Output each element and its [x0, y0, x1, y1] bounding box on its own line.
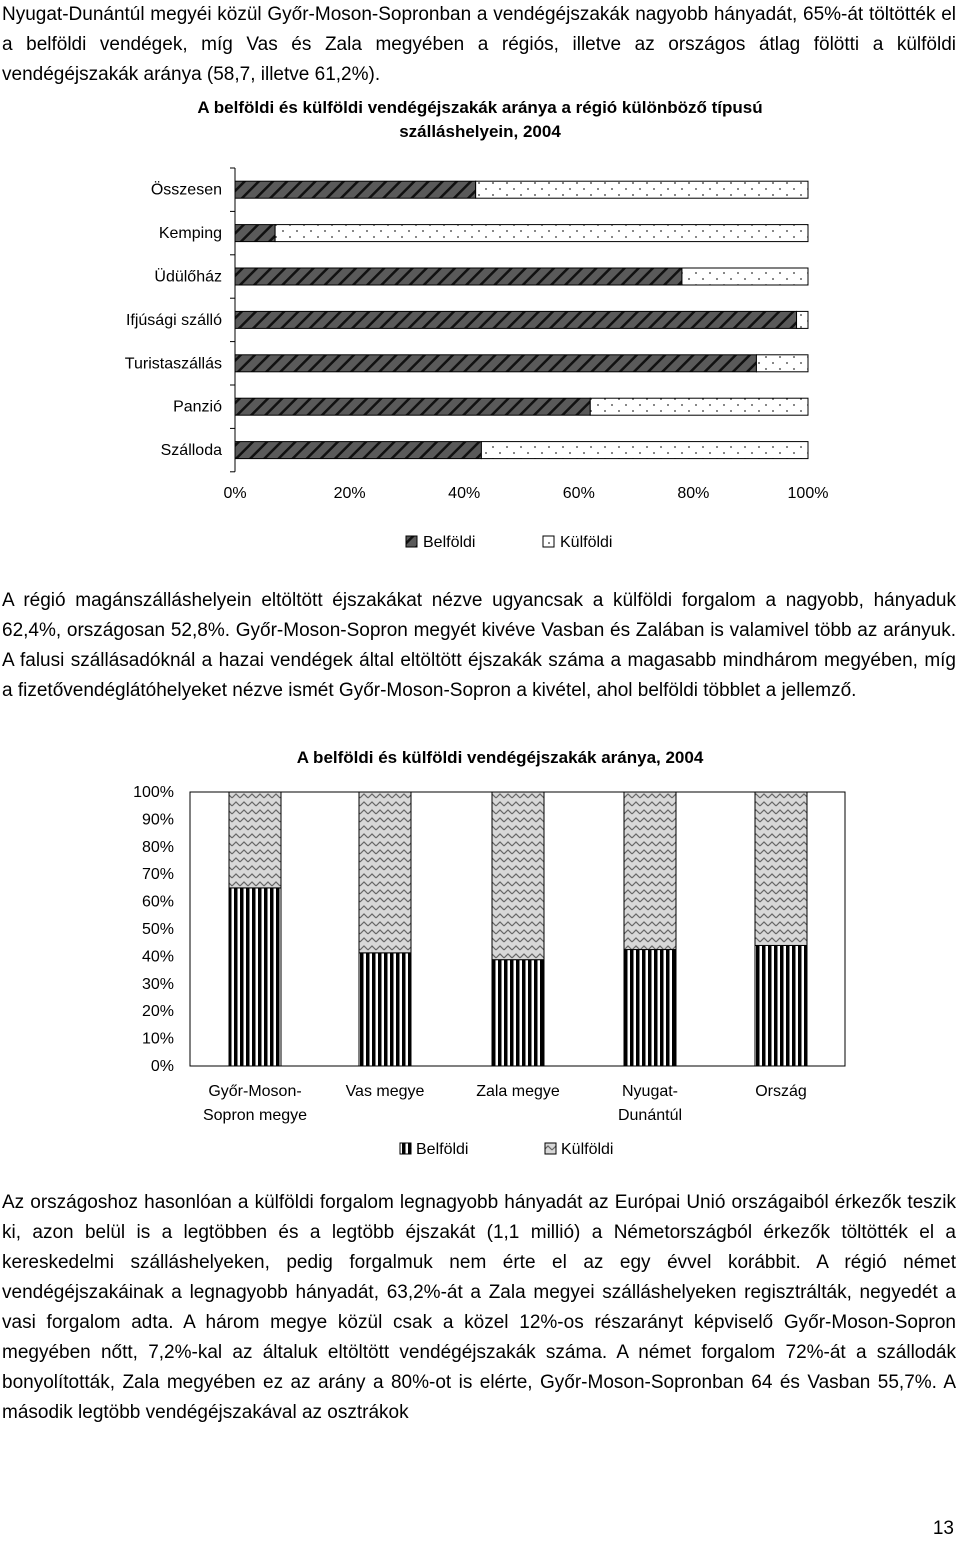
chart2-bar-kulfoldi: [492, 792, 544, 960]
chart2-y-tick-label: 80%: [141, 838, 174, 856]
chart1-x-tick-label: 100%: [787, 485, 829, 502]
chart2-y-tick-label: 20%: [141, 1003, 174, 1021]
chart2-category-label: Vas megye: [345, 1083, 425, 1100]
chart1-x-tick-label: 60%: [562, 485, 595, 502]
chart1-legend-label: Külföldi: [560, 534, 613, 551]
chart2-bar-kulfoldi: [229, 792, 281, 888]
chart2-y-tick-label: 50%: [141, 921, 174, 938]
chart2-legend-label: Külföldi: [561, 1141, 614, 1158]
chart2-y-tick-label: 90%: [141, 811, 174, 829]
chart2-y-tick-label: 60%: [141, 893, 174, 911]
chart2-legend-label: Belföldi: [416, 1141, 469, 1158]
chart1-category-label: Üdülőház: [154, 268, 222, 286]
paragraph-intro: Nyugat-Dunántúl megyéi közül Győr-Moson-Sopronban a vendégéjszakák nagyobb hányadát, 65%-át töltötték el a belföldi vendégek, míg Vas és Zala megyében a régiós, illetve az országos átlag fölötti a külföldi vendégéjszakák aránya (58,7, illetve 61,2%).: [2, 4, 956, 85]
page-number: 13: [932, 1518, 954, 1539]
chart1-x-tick-label: 40%: [448, 485, 481, 502]
chart2-legend-swatch: [400, 1143, 411, 1154]
chart1-category-label: Panzió: [173, 398, 222, 416]
chart2-bar-belfoldi: [359, 953, 411, 1066]
chart2-legend-swatch: [545, 1143, 556, 1154]
chart2-title: A belföldi és külföldi vendégéjszakák aránya, 2004: [296, 748, 704, 767]
chart1-category-label: Kemping: [158, 225, 222, 243]
chart2-bar-kulfoldi: [755, 792, 807, 945]
chart2-category-label: Győr-Moson-Sopron megye: [202, 1083, 308, 1124]
chart1-category-label: Szálloda: [160, 442, 222, 460]
chart2-bar-kulfoldi: [624, 792, 676, 950]
chart2-bar-belfoldi: [229, 888, 281, 1066]
chart2-bar-belfoldi: [755, 945, 807, 1066]
chart2-y-tick-label: 30%: [141, 975, 174, 993]
chart1-category-label: Összesen: [150, 181, 222, 199]
chart2-category-label: Nyugat-Dunántúl: [617, 1083, 683, 1124]
chart1-title: A belföldi és külföldi vendégéjszakák aránya a régió különböző típusú szálláshelyein, 2004: [197, 98, 763, 141]
chart2-bar-belfoldi: [624, 950, 676, 1066]
chart2-y-tick-label: 0%: [150, 1058, 174, 1075]
chart2-bar-belfoldi: [492, 960, 544, 1066]
chart1-x-tick-label: 0%: [223, 485, 247, 502]
chart2-category-label: Zala megye: [476, 1083, 560, 1100]
chart1-category-label: Ifjúsági szálló: [125, 311, 222, 329]
chart2-category-label: Ország: [755, 1083, 807, 1100]
paragraph-middle: A régió magánszálláshelyein eltöltött éjszakákat nézve ugyancsak a külföldi forgalom a nagyobb, hányaduk 62,4%, országosan 52,8%. Győr-Moson-Sopron megyét kivéve Vasban és Zalában is valamivel több az arányuk. A falusi szállásadóknál a hazai vendégek által eltöltött éjszakák száma a magasabb mindhárom megyében, míg a fizetővendéglátóhelyeket nézve ismét Győr-Moson-Sopron a kivétel, ahol belföldi többlet a jellemző.: [2, 590, 956, 701]
chart1-legend-label: Belföldi: [423, 534, 476, 551]
chart1-category-label: Turistaszállás: [124, 355, 222, 373]
paragraph-closing: Az országoshoz hasonlóan a külföldi forgalom legnagyobb hányadát az Európai Unió országaiból érkezők teszik ki, azon belül is a legtöbben és a legtöbb éjszakát (1,1 millió) a Németországból érkezők töltötték el a kereskedelmi szálláshelyeken, pedig forgalmuk nem érte el az egy évvel korábbit. A régió német vendégéjszakáinak a legnagyobb hányadát, 63,2%-át a Zala megyei szálláshelyeken regisztrálták, negyedét a vasi forgalom adta. A három megye közül csak a közel 12%-os részarányt képviselő Győr-Moson-Sopron megyében nőtt, 7,2%-kal az általuk eltöltött vendégéjszakák száma. A német forgalom 72%-át a szállodák bonyolították, Zala megyében ez az arány a 80%-ot is elérte, Győr-Moson-Sopronban 64 és Vasban 55,7%. A második legtöbb vendégéjszakával az osztrákok: [2, 1192, 956, 1423]
chart2-y-tick-label: 40%: [141, 948, 174, 966]
chart2-y-tick-label: 100%: [133, 784, 174, 801]
chart2-bar-kulfoldi: [359, 792, 411, 953]
chart2-y-tick-label: 10%: [141, 1030, 174, 1048]
chart1-x-tick-label: 80%: [677, 485, 710, 502]
chart1-x-tick-label: 20%: [333, 485, 366, 502]
chart2-y-tick-label: 70%: [141, 866, 174, 884]
